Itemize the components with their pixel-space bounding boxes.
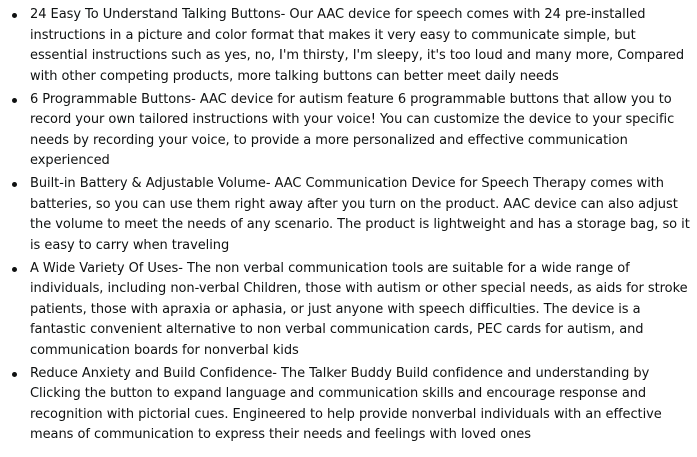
bullet-dot-icon	[12, 98, 17, 103]
feature-item-talking-buttons	[0, 5, 697, 87]
feature-text: Reduce Anxiety and Build Confidence- The Talker Buddy Build confidence and understanding by Clicking the button to expand language and communication skills and encourage response and recognition with pictorial cues. Engineered to help provide nonverbal individuals with an effective means of communication to express their needs and feelings with loved ones	[30, 365, 662, 442]
feature-text: A Wide Variety Of Uses- The non verbal communication tools are suitable for a wide range of individuals, including non-verbal Children, those with autism or other special needs, as aids for stroke patients, those with apraxia or aphasia, or just anyone with speech difficulties. The device is a fantastic convenient alternative to non verbal communication cards, PEC cards for autism, and communication boards for nonverbal kids	[30, 260, 688, 358]
feature-item-programmable-buttons	[0, 90, 697, 172]
feature-text: 6 Programmable Buttons- AAC device for autism feature 6 programmable buttons that allow you to record your own tailored instructions with your voice! You can customize the device to your specific needs by recording your voice, to provide a more personalized and effective communication experienced	[30, 91, 675, 168]
feature-item-battery-volume	[0, 174, 697, 256]
bullet-dot-icon	[12, 182, 17, 187]
feature-item-variety-of-uses	[0, 259, 697, 362]
bullet-dot-icon	[12, 267, 17, 272]
bullet-dot-icon	[12, 13, 17, 18]
feature-item-reduce-anxiety	[0, 364, 697, 446]
feature-text: Built-in Battery & Adjustable Volume- AAC Communication Device for Speech Therapy comes with batteries, so you can use them right away after you turn on the product. AAC device can also adjust the volume to meet the needs of any scenario. The product is lightweight and has a storage bag, so it is easy to carry when traveling	[30, 176, 690, 253]
bullet-dot-icon	[12, 372, 17, 377]
feature-text: 24 Easy To Understand Talking Buttons- Our AAC device for speech comes with 24 pre-installed instructions in a picture and color format that makes it very easy to communicate simple, but essential instructions such as yes, no, I'm thirsty, I'm sleepy, it's too loud and many more, Compared with other competing products, more talking buttons can better meet daily needs	[30, 7, 685, 84]
